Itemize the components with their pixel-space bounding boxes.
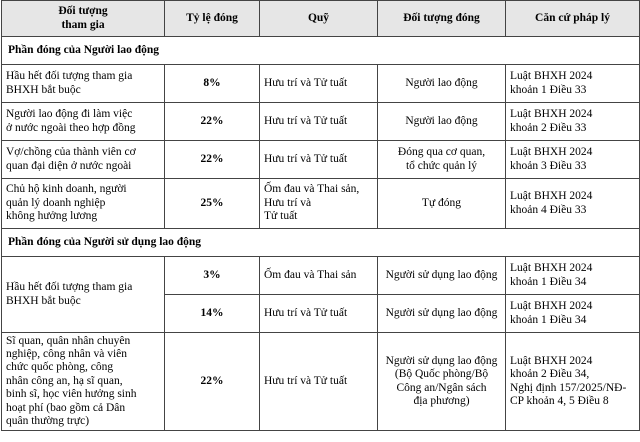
cell-quy: Hưu trí và Tử tuất xyxy=(260,103,378,141)
cell-quy: Hưu trí và Tử tuất xyxy=(260,333,378,431)
section-heading-employer: Phần đóng của Người sử dụng lao động xyxy=(2,229,640,257)
cell-can-cu: Luật BHXH 2024 khoản 2 Điều 33 xyxy=(506,103,640,141)
contribution-table xyxy=(1,0,640,431)
cell-doi-tuong-dong: Người sử dụng lao động xyxy=(378,295,506,333)
cell-doi-tuong-dong: Người sử dụng lao động xyxy=(378,257,506,295)
table-row xyxy=(2,257,640,295)
header-doi-tuong-dong: Đối tượng đóng xyxy=(378,1,506,37)
table-row xyxy=(2,179,640,229)
cell-ty-le: 22% xyxy=(165,333,260,431)
header-quy: Quỹ xyxy=(260,1,378,37)
cell-ty-le: 22% xyxy=(165,103,260,141)
cell-ty-le: 25% xyxy=(165,179,260,229)
cell-can-cu: Luật BHXH 2024 khoản 1 Điều 33 xyxy=(506,65,640,103)
cell-doi-tuong-dong: Tự đóng xyxy=(378,179,506,229)
header-ty-le: Tỷ lệ đóng xyxy=(165,1,260,37)
table-row xyxy=(2,65,640,103)
header-can-cu: Căn cứ pháp lý xyxy=(506,1,640,37)
cell-quy: Ốm đau và Thai sản, Hưu trí và Tử tuất xyxy=(260,179,378,229)
cell-doi-tuong: Hầu hết đối tượng tham gia BHXH bắt buộc xyxy=(2,65,165,103)
cell-doi-tuong: Hầu hết đối tượng tham gia BHXH bắt buộc xyxy=(2,257,165,333)
table-row xyxy=(2,141,640,179)
cell-can-cu: Luật BHXH 2024 khoản 2 Điều 34, Nghị định 157/2025/NĐ- CP khoản 4, 5 Điều 8 xyxy=(506,333,640,431)
cell-doi-tuong-dong: Người lao động xyxy=(378,103,506,141)
section-row xyxy=(2,229,640,257)
cell-can-cu: Luật BHXH 2024 khoản 3 Điều 33 xyxy=(506,141,640,179)
section-heading-employee: Phần đóng của Người lao động xyxy=(2,37,640,65)
cell-doi-tuong: Người lao động đi làm việc ở nước ngoài theo hợp đồng xyxy=(2,103,165,141)
cell-ty-le: 8% xyxy=(165,65,260,103)
cell-doi-tuong: Vợ/chồng của thành viên cơ quan đại diện ở nước ngoài xyxy=(2,141,165,179)
cell-doi-tuong: Sĩ quan, quân nhân chuyên nghiệp, công nhân và viên chức quốc phòng, công nhân công an, hạ sĩ quan, binh sĩ, học viên hưởng sinh hoạt phí (bao gồm cả Dân quân thường trực) xyxy=(2,333,165,431)
header-row xyxy=(2,1,640,37)
cell-ty-le: 22% xyxy=(165,141,260,179)
cell-can-cu: Luật BHXH 2024 khoản 1 Điều 34 xyxy=(506,295,640,333)
section-row xyxy=(2,37,640,65)
header-doi-tuong: Đối tượng tham gia xyxy=(2,1,165,37)
table-row xyxy=(2,333,640,431)
cell-ty-le: 14% xyxy=(165,295,260,333)
cell-doi-tuong-dong: Đóng qua cơ quan, tổ chức quản lý xyxy=(378,141,506,179)
cell-doi-tuong: Chủ hộ kinh doanh, người quản lý doanh nghiệp không hưởng lương xyxy=(2,179,165,229)
cell-can-cu: Luật BHXH 2024 khoản 1 Điều 34 xyxy=(506,257,640,295)
cell-doi-tuong-dong: Người lao động xyxy=(378,65,506,103)
cell-quy: Hưu trí và Tử tuất xyxy=(260,141,378,179)
cell-quy: Ốm đau và Thai sản xyxy=(260,257,378,295)
cell-doi-tuong-dong: Người sử dụng lao động (Bộ Quốc phòng/Bộ Công an/Ngân sách địa phương) xyxy=(378,333,506,431)
table-row xyxy=(2,103,640,141)
cell-can-cu: Luật BHXH 2024 khoản 4 Điều 33 xyxy=(506,179,640,229)
cell-quy: Hưu trí và Tử tuất xyxy=(260,295,378,333)
cell-quy: Hưu trí và Tử tuất xyxy=(260,65,378,103)
cell-ty-le: 3% xyxy=(165,257,260,295)
